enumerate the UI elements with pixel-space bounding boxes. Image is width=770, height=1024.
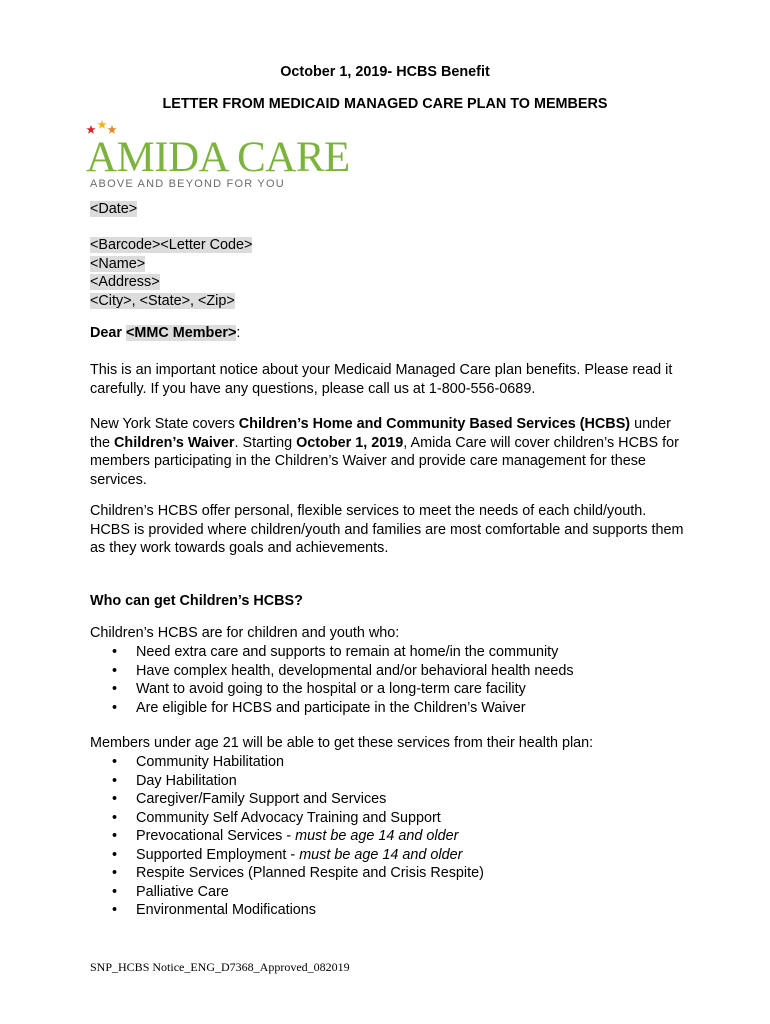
eligibility-list — [90, 643, 690, 717]
service-text: Prevocational Services - — [136, 828, 296, 844]
salutation-prefix: Dear — [90, 325, 126, 341]
service-text: Palliative Care — [136, 883, 229, 900]
city-state-zip-placeholder: <City>, <State>, <Zip> — [90, 292, 235, 309]
amida-care-logo — [86, 120, 350, 192]
list-item — [90, 790, 690, 809]
date-placeholder: <Date> — [90, 201, 138, 217]
list-item — [90, 901, 690, 920]
header-subtitle: LETTER FROM MEDICAID MANAGED CARE PLAN TO MEMBERS — [162, 96, 608, 112]
list-item — [90, 809, 690, 828]
list-item: • Have complex health, developmental and/or behavioral health needs — [90, 662, 690, 681]
salutation-suffix: : — [236, 325, 241, 341]
who-intro: Children’s HCBS are for children and youth who: — [90, 625, 400, 641]
star-yellow-icon — [97, 120, 106, 129]
who-heading: Who can get Children’s HCBS? — [90, 593, 303, 609]
barcode-placeholder: <Barcode><Letter Code> — [90, 237, 253, 253]
logo-tagline: ABOVE AND BEYOND FOR YOU — [90, 178, 285, 190]
service-text: Caregiver/Family Support and Services — [136, 791, 387, 807]
para2-text-3: . Starting — [234, 434, 297, 451]
para2-bold-waiver: Children’s Waiver — [114, 434, 235, 451]
service-text: Community Self Advocacy Training and Support — [136, 809, 441, 826]
service-note: must be age 14 and older — [299, 846, 463, 863]
para2-text-4: , Amida Care will cover children’s HCBS for members participating in the Children’s Waiver and provide care management for these services. — [90, 434, 679, 488]
services-list — [90, 753, 690, 920]
list-item: • Want to avoid going to the hospital or a long-term care facility — [90, 680, 690, 699]
service-text: Supported Employment - — [136, 846, 300, 863]
recipient-address — [90, 236, 690, 310]
para2-bold-hcbs: Children’s Home and Community Based Services (HCBS) — [238, 416, 631, 432]
list-item — [90, 753, 690, 772]
list-item — [90, 864, 690, 883]
salutation — [90, 324, 690, 343]
service-text: Respite Services (Planned Respite and Crisis Respite) — [136, 865, 484, 881]
list-item — [90, 846, 690, 865]
list-item — [90, 883, 690, 902]
list-item — [90, 827, 690, 846]
star-red-icon — [86, 125, 95, 134]
service-text: Community Habilitation — [136, 754, 284, 770]
address-placeholder: <Address> — [90, 274, 160, 290]
para2-text-1: New York State covers — [90, 416, 239, 432]
letter-date — [90, 200, 690, 219]
list-item: • Are eligible for HCBS and participate in the Children’s Waiver — [90, 699, 690, 718]
notice-paragraph: This is an important notice about your Medicaid Managed Care plan benefits. Please read it carefully. If you have any questions, please call us at 1-800-556-0689. — [90, 362, 673, 397]
document-footer: SNP_HCBS Notice_ENG_D7368_Approved_082019 — [90, 960, 350, 974]
service-text: Environmental Modifications — [136, 902, 316, 918]
salutation-name: <MMC Member> — [126, 325, 237, 341]
para2-text-2: under the — [90, 416, 671, 451]
para2-bold-date: October 1, 2019 — [296, 434, 404, 451]
hcbs-description-paragraph: Children’s HCBS offer personal, flexible services to meet the needs of each child/youth. HCBS is provided where children/youth and families are most comfortable and supports them as they work towards goals and achievements. — [90, 503, 684, 556]
services-intro: Members under age 21 will be able to get these services from their health plan: — [90, 735, 594, 751]
header-title: October 1, 2019- HCBS Benefit — [280, 64, 490, 80]
service-text: Day Habilitation — [136, 772, 237, 789]
coverage-paragraph — [90, 415, 690, 489]
list-item — [90, 772, 690, 791]
logo-wordmark: AMIDA CARE — [86, 134, 350, 181]
star-orange-icon — [107, 125, 116, 134]
service-note: must be age 14 and older — [295, 828, 459, 844]
list-item: • Need extra care and supports to remain at home/in the community — [90, 643, 690, 662]
name-placeholder: <Name> — [90, 255, 146, 272]
